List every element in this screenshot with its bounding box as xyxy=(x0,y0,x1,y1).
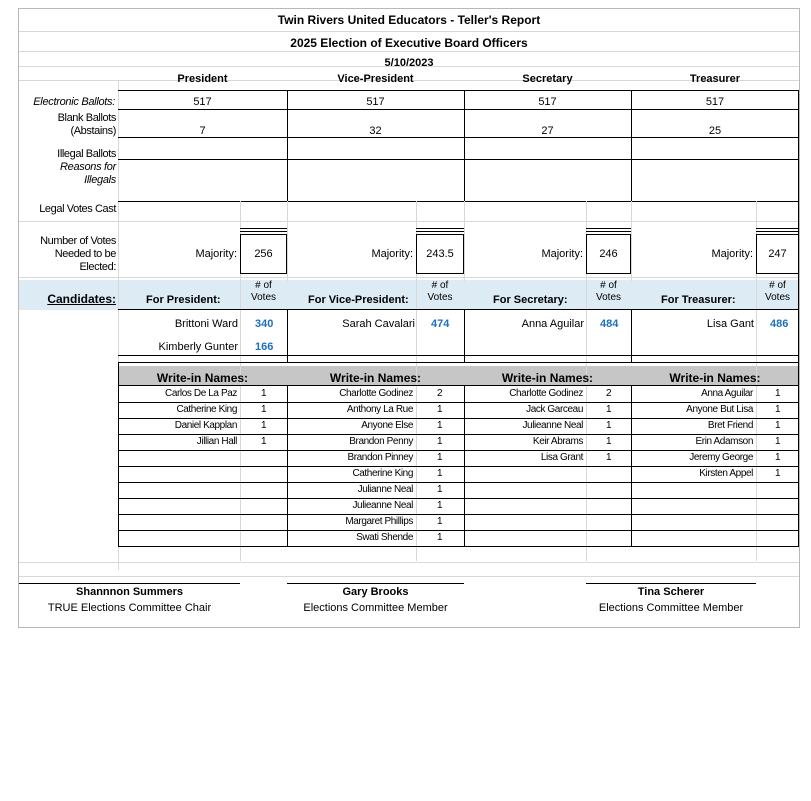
electronic-ballots-president: 517 xyxy=(193,96,212,108)
table-border xyxy=(798,90,799,546)
writein-votes: 1 xyxy=(775,468,781,479)
writein-name: Anyone But Lisa xyxy=(686,404,753,415)
writein-name: Charlotte Godinez xyxy=(509,388,583,399)
label-illegals: Illegals xyxy=(84,174,116,186)
majority-label-secretary: Majority: xyxy=(541,248,583,260)
writein-votes: 1 xyxy=(437,452,443,463)
table-border xyxy=(118,355,799,356)
writein-name: Lisa Grant xyxy=(540,452,583,463)
writein-votes: 1 xyxy=(261,404,267,415)
writein-votes: 1 xyxy=(437,436,443,447)
blank-ballots-secretary: 27 xyxy=(541,125,554,137)
table-border xyxy=(118,482,799,483)
writein-votes: 1 xyxy=(775,404,781,415)
writein-name: Brandon Penny xyxy=(349,436,413,447)
grid-line xyxy=(464,201,465,281)
writein-votes: 1 xyxy=(775,420,781,431)
for-vice-president-label: For Vice-President: xyxy=(308,294,409,306)
candidate-name: Lisa Gant xyxy=(706,318,754,330)
signature-line xyxy=(287,583,464,584)
majority-label-treasurer: Majority: xyxy=(711,248,753,260)
report-subtitle: 2025 Election of Executive Board Officers xyxy=(290,36,528,50)
report-date: 5/10/2023 xyxy=(384,57,434,69)
writein-votes: 1 xyxy=(437,484,443,495)
grid-line xyxy=(19,31,799,32)
writein-votes: 1 xyxy=(606,404,612,415)
table-border xyxy=(118,498,799,499)
writein-votes: 2 xyxy=(606,388,612,399)
double-underline xyxy=(240,228,287,232)
votes-header-president-1: # of xyxy=(255,280,272,291)
candidate-votes: 340 xyxy=(255,318,274,330)
candidate-name: Kimberly Gunter xyxy=(158,341,238,353)
votes-header-treasurer-2: Votes xyxy=(764,292,791,303)
writein-name: Brandon Pinney xyxy=(347,452,413,463)
writein-name: Anyone Else xyxy=(361,420,413,431)
majority-value-president: 256 xyxy=(240,234,287,274)
writein-name: Anthony La Rue xyxy=(346,404,413,415)
writein-votes: 1 xyxy=(606,452,612,463)
label-abstains: (Abstains) xyxy=(70,125,116,137)
grid-line xyxy=(19,562,799,563)
writein-name: Swati Shende xyxy=(356,532,413,543)
writein-votes: 1 xyxy=(606,436,612,447)
label-legal-votes-cast: Legal Votes Cast xyxy=(39,203,116,215)
double-underline xyxy=(416,228,464,232)
table-border xyxy=(118,201,799,202)
writein-header-vice-president: Write-in Names: xyxy=(329,371,422,385)
majority-value-treasurer: 247 xyxy=(756,234,799,274)
label-votes-needed-2: Needed to be xyxy=(54,248,116,260)
votes-header-secretary-1: # of xyxy=(600,280,617,291)
candidate-votes: 166 xyxy=(255,341,274,353)
writein-votes: 1 xyxy=(261,388,267,399)
writein-votes: 1 xyxy=(437,500,443,511)
writein-header-secretary: Write-in Names: xyxy=(501,371,594,385)
writein-votes: 1 xyxy=(261,436,267,447)
signature-name: Tina Scherer xyxy=(637,586,705,598)
writein-name: Daniel Kapplan xyxy=(174,420,237,431)
majority-label-president: Majority: xyxy=(195,248,237,260)
writein-votes: 1 xyxy=(775,436,781,447)
writein-name: Charlotte Godinez xyxy=(339,388,413,399)
writein-votes: 1 xyxy=(261,420,267,431)
writein-votes: 1 xyxy=(606,420,612,431)
table-border xyxy=(118,385,799,386)
label-illegal-ballots: Illegal Ballots xyxy=(57,148,116,160)
candidate-votes: 474 xyxy=(431,318,450,330)
writein-votes: 1 xyxy=(437,420,443,431)
writein-name: Margaret Phillips xyxy=(345,516,413,527)
signature-line xyxy=(19,583,240,584)
writein-name: Carlos De La Paz xyxy=(165,388,237,399)
office-header-secretary: Secretary xyxy=(522,73,573,85)
majority-value-secretary: 246 xyxy=(586,234,631,274)
writein-votes: 1 xyxy=(775,388,781,399)
candidate-name: Brittoni Ward xyxy=(174,318,238,330)
candidate-votes: 484 xyxy=(600,318,619,330)
writein-header-treasurer: Write-in Names: xyxy=(669,371,761,385)
grid-line xyxy=(19,221,799,222)
grid-line xyxy=(287,201,288,281)
blank-ballots-treasurer: 25 xyxy=(708,125,722,137)
label-candidates: Candidates: xyxy=(47,292,116,306)
signature-line xyxy=(586,583,756,584)
writein-votes: 1 xyxy=(437,532,443,543)
grid-line xyxy=(19,576,799,577)
grid-line xyxy=(19,51,799,52)
signature-role: TRUE Elections Committee Chair xyxy=(47,602,212,614)
tellers-report-sheet xyxy=(18,8,800,628)
writein-name: Anna Aguilar xyxy=(701,388,753,399)
label-votes-needed-1: Number of Votes xyxy=(40,235,116,247)
office-header-president: President xyxy=(177,73,228,85)
writein-votes: 1 xyxy=(437,468,443,479)
table-border xyxy=(118,90,799,91)
writein-name: Julieanne Neal xyxy=(522,420,583,431)
writein-name: Jack Garceau xyxy=(526,404,583,415)
table-border xyxy=(118,546,799,547)
majority-value-vice-president: 243.5 xyxy=(416,234,464,274)
office-header-treasurer: Treasurer xyxy=(689,73,741,85)
label-blank-ballots: Blank Ballots xyxy=(57,112,116,124)
label-electronic-ballots: Electronic Ballots: xyxy=(33,96,115,108)
blank-ballots-president: 7 xyxy=(199,125,206,137)
votes-header-president-2: Votes xyxy=(250,292,277,303)
writein-header-president: Write-in Names: xyxy=(156,371,249,385)
table-border xyxy=(118,362,799,363)
double-underline xyxy=(756,228,799,232)
votes-header-vice-president-1: # of xyxy=(431,280,449,291)
for-president-label: For President: xyxy=(146,294,221,306)
table-border xyxy=(118,109,799,110)
writein-votes: 1 xyxy=(437,516,443,527)
table-border xyxy=(118,309,799,310)
candidate-name: Anna Aguilar xyxy=(521,318,584,330)
writein-name: Catherine King xyxy=(352,468,413,479)
writein-name: Keir Abrams xyxy=(532,436,583,447)
votes-header-secretary-2: Votes xyxy=(595,292,622,303)
writein-votes: 1 xyxy=(775,452,781,463)
candidate-votes: 486 xyxy=(770,318,789,330)
table-border xyxy=(118,159,799,160)
writein-name: Catherine King xyxy=(176,404,237,415)
writein-name: Erin Adamson xyxy=(695,436,753,447)
writein-name: Jeremy George xyxy=(689,452,753,463)
electronic-ballots-secretary: 517 xyxy=(538,96,557,108)
writein-name: Kirsten Appel xyxy=(699,468,753,479)
votes-header-treasurer-1: # of xyxy=(769,280,786,291)
writein-name: Julianne Neal xyxy=(357,484,413,495)
office-header-vice-president: Vice-President xyxy=(337,73,414,85)
label-reasons-for: Reasons for xyxy=(59,161,116,173)
writein-name: Julieanne Neal xyxy=(352,500,413,511)
votes-header-vice-president-2: Votes xyxy=(427,292,453,303)
signature-name: Shannnon Summers xyxy=(76,586,183,598)
signature-name: Gary Brooks xyxy=(342,586,409,598)
writein-votes: 1 xyxy=(437,404,443,415)
grid-line xyxy=(19,277,799,278)
label-votes-needed-3: Elected: xyxy=(79,261,116,273)
for-treasurer-label: For Treasurer: xyxy=(661,294,736,306)
table-border xyxy=(118,514,799,515)
candidate-name: Sarah Cavalari xyxy=(342,318,415,330)
grid-line xyxy=(631,201,632,281)
signature-role: Elections Committee Member xyxy=(598,602,744,614)
signature-role: Elections Committee Member xyxy=(303,602,448,614)
electronic-ballots-vice-president: 517 xyxy=(366,96,385,108)
writein-votes: 2 xyxy=(437,388,443,399)
writein-name: Jillian Hall xyxy=(196,436,237,447)
for-secretary-label: For Secretary: xyxy=(493,294,568,306)
table-border xyxy=(118,530,799,531)
electronic-ballots-treasurer: 517 xyxy=(705,96,725,108)
majority-label-vice-president: Majority: xyxy=(371,248,413,260)
blank-ballots-vice-president: 32 xyxy=(369,125,382,137)
report-title: Twin Rivers United Educators - Teller's Report xyxy=(277,13,541,27)
writein-name: Bret Friend xyxy=(707,420,753,431)
double-underline xyxy=(586,228,631,232)
